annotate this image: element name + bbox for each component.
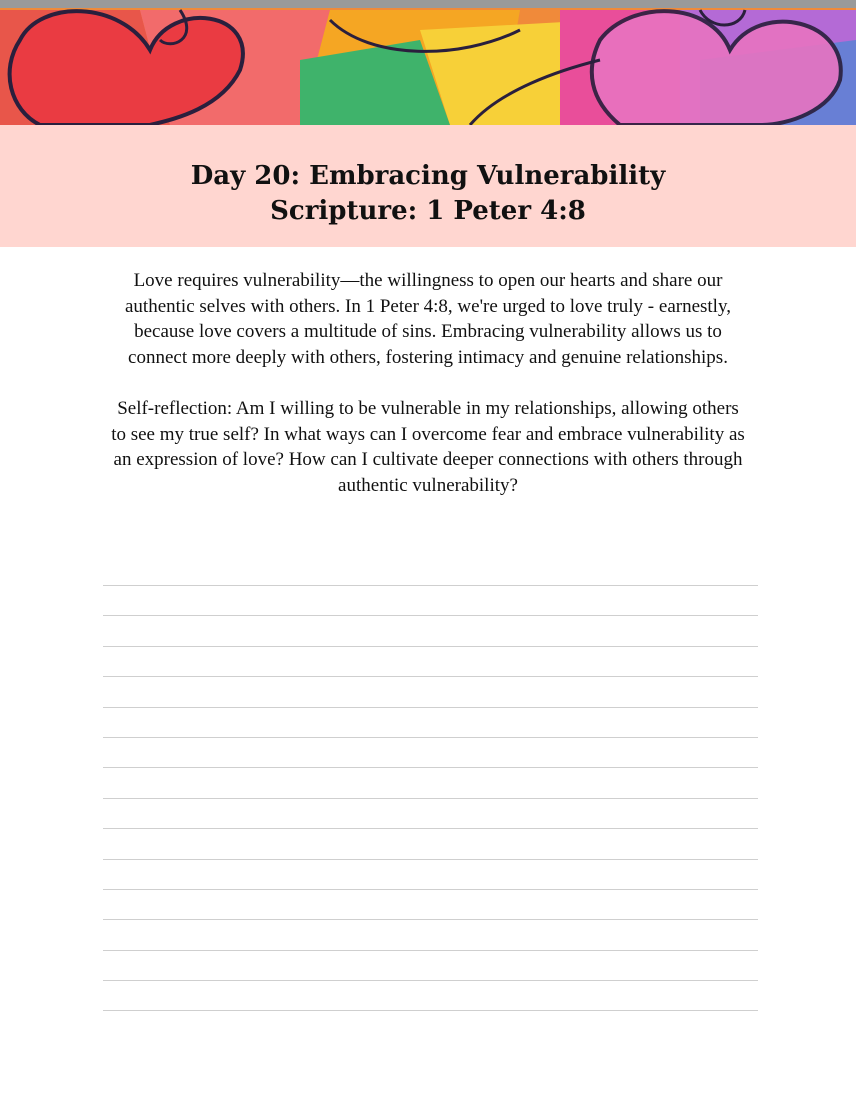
text-line: Love requires vulnerability—the willingness to open our hearts and share our [133, 270, 723, 291]
title-banner [0, 125, 856, 247]
text-line: connect more deeply with others, fostering intimacy and genuine relationships. [128, 346, 728, 368]
text-line: authentic vulnerability? [338, 474, 518, 496]
journal-line [103, 889, 758, 890]
text-line: authentic selves with others. In 1 Peter 4:8, we're urged to love truly - earnestly, [125, 295, 731, 317]
text-line: an expression of love? How can I cultivate deeper connections with others through [113, 449, 743, 470]
header-art-image [0, 0, 856, 125]
journal-line [103, 859, 758, 860]
journal-line [103, 767, 758, 768]
journal-line [103, 980, 758, 981]
journal-line [103, 615, 758, 616]
journal-line [103, 646, 758, 647]
journal-line [103, 707, 758, 708]
page-title: Day 20: Embracing Vulnerability [190, 161, 666, 191]
journal-line [103, 1010, 758, 1011]
self-reflection-paragraph [70, 396, 786, 498]
journal-line [103, 950, 758, 951]
journal-line [103, 919, 758, 920]
journal-line [103, 676, 758, 677]
journal-line [103, 798, 758, 799]
journal-line [103, 828, 758, 829]
devotional-paragraph [70, 268, 786, 370]
text-line: Self-reflection: Am I willing to be vulnerable in my relationships, allowing others [117, 398, 739, 419]
journal-line [103, 737, 758, 738]
journal-line [103, 585, 758, 586]
text-line: because love covers a multitude of sins. Embracing vulnerability allows us to [134, 321, 722, 342]
scripture-reference: Scripture: 1 Peter 4:8 [270, 196, 586, 226]
journal-lines [103, 585, 758, 1041]
text-line: to see my true self? In what ways can I overcome fear and embrace vulnerability as [111, 423, 745, 445]
